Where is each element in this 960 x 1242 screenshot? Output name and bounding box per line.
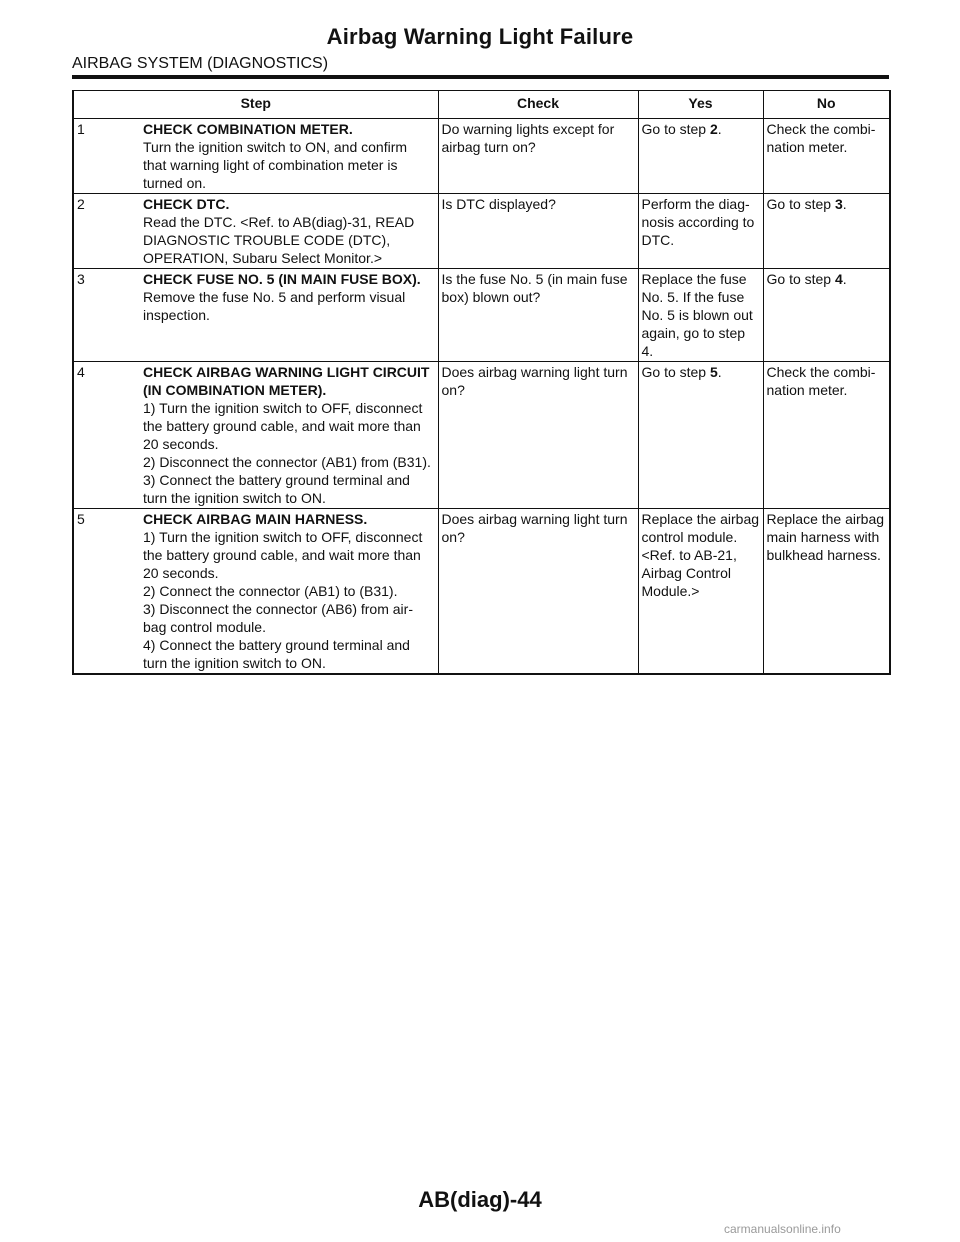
table-row — [73, 194, 890, 269]
check-cell: Is the fuse No. 5 (in main fuse box) blown out? — [438, 269, 638, 362]
step-instruction: 2) Connect the connector (AB1) to (B31). — [143, 583, 398, 599]
yes-cell — [638, 269, 763, 362]
no-cell — [763, 119, 890, 194]
column-header-no: No — [763, 91, 890, 119]
no-cell — [763, 269, 890, 362]
step-body — [143, 510, 433, 672]
yes-cell — [638, 509, 763, 675]
step-cell — [73, 362, 438, 509]
step-body — [143, 270, 433, 324]
yes-cell — [638, 194, 763, 269]
step-instruction: 4) Connect the battery ground terminal and turn the ignition switch to ON. — [143, 637, 410, 671]
step-body — [143, 363, 433, 507]
check-cell: Does airbag warning light turn on? — [438, 509, 638, 675]
step-cell — [73, 509, 438, 675]
no-cell — [763, 362, 890, 509]
step-instruction: 2) Disconnect the connector (AB1) from (B31). — [143, 454, 431, 470]
step-title: CHECK DTC. — [143, 196, 230, 212]
check-cell: Is DTC displayed? — [438, 194, 638, 269]
check-cell: Does airbag warning light turn on? — [438, 362, 638, 509]
diagnostic-table — [72, 90, 891, 675]
step-instruction: 3) Connect the battery ground terminal and turn the ignition switch to ON. — [143, 472, 410, 506]
step-instruction: 3) Disconnect the connector (AB6) from air-bag control module. — [143, 601, 413, 635]
step-number: 3 — [77, 271, 85, 287]
step-instruction: Turn the ignition switch to ON, and confirm that warning light of combination meter is turned on. — [143, 139, 408, 191]
header-rule — [72, 75, 889, 79]
yes-cell-text: Replace the airbag control module. <Ref. to AB-21, Airbag Control Module.> — [641, 511, 760, 599]
no-cell — [763, 509, 890, 675]
step-instruction: 1) Turn the ignition switch to OFF, disconnect the battery ground cable, and wait more than 20 seconds. — [143, 400, 423, 452]
step-reference: 5 — [709, 364, 718, 380]
yes-cell-text: Go to step — [641, 121, 710, 137]
no-cell-text: Go to step — [766, 271, 835, 287]
yes-cell-text: Replace the fuse No. 5. If the fuse No. 5 is blown out again, go to step 4. — [641, 271, 753, 359]
page-title: Airbag Warning Light Failure — [326, 24, 634, 49]
no-cell-text: Check the combi-nation meter. — [766, 121, 876, 155]
column-header-yes: Yes — [638, 91, 763, 119]
step-number: 5 — [77, 511, 85, 527]
step-cell — [73, 194, 438, 269]
no-cell-text: Replace the airbag main harness with bulkhead harness. — [766, 511, 885, 563]
no-cell-text: Go to step — [766, 196, 835, 212]
step-reference: 3 — [834, 196, 843, 212]
step-number: 4 — [77, 364, 85, 380]
check-cell: Do warning lights except for airbag turn on? — [438, 119, 638, 194]
step-reference: 4 — [834, 271, 843, 287]
yes-cell-text: Perform the diag-nosis according to DTC. — [641, 196, 755, 248]
step-title: CHECK AIRBAG MAIN HARNESS. — [143, 511, 368, 527]
yes-cell-punct: . — [717, 364, 722, 380]
yes-cell-text: Go to step — [641, 364, 710, 380]
step-title: CHECK FUSE NO. 5 (IN MAIN FUSE BOX). — [143, 271, 421, 287]
column-header-check: Check — [438, 91, 638, 119]
section-heading: AIRBAG SYSTEM (DIAGNOSTICS) — [72, 55, 329, 72]
step-reference: 2 — [709, 121, 718, 137]
step-cell — [73, 119, 438, 194]
step-title: CHECK AIRBAG WARNING LIGHT CIRCUIT (IN COMBINATION METER). — [143, 364, 430, 398]
page-number: AB(diag)-44 — [418, 1187, 542, 1212]
step-body — [143, 195, 433, 267]
step-title: CHECK COMBINATION METER. — [143, 121, 353, 137]
step-instruction: Read the DTC. <Ref. to AB(diag)-31, READ DIAGNOSTIC TROUBLE CODE (DTC), OPERATION, Subaru Select Monitor.> — [143, 214, 415, 266]
table-row — [73, 509, 890, 675]
no-cell — [763, 194, 890, 269]
step-instruction: 1) Turn the ignition switch to OFF, disconnect the battery ground cable, and wait more than 20 seconds. — [143, 529, 423, 581]
watermark: carmanualsonline.info — [724, 1222, 841, 1236]
no-cell-text: Check the combi-nation meter. — [766, 364, 876, 398]
no-cell-punct: . — [842, 196, 847, 212]
yes-cell — [638, 119, 763, 194]
no-cell-punct: . — [842, 271, 847, 287]
column-header-step: Step — [73, 91, 438, 119]
step-number: 1 — [77, 121, 85, 137]
table-header-row — [73, 91, 890, 119]
table-row — [73, 119, 890, 194]
table-row — [73, 362, 890, 509]
step-number: 2 — [77, 196, 85, 212]
table-row — [73, 269, 890, 362]
step-cell — [73, 269, 438, 362]
step-body — [143, 120, 433, 192]
yes-cell — [638, 362, 763, 509]
yes-cell-punct: . — [717, 121, 722, 137]
step-instruction: Remove the fuse No. 5 and perform visual inspection. — [143, 289, 406, 323]
